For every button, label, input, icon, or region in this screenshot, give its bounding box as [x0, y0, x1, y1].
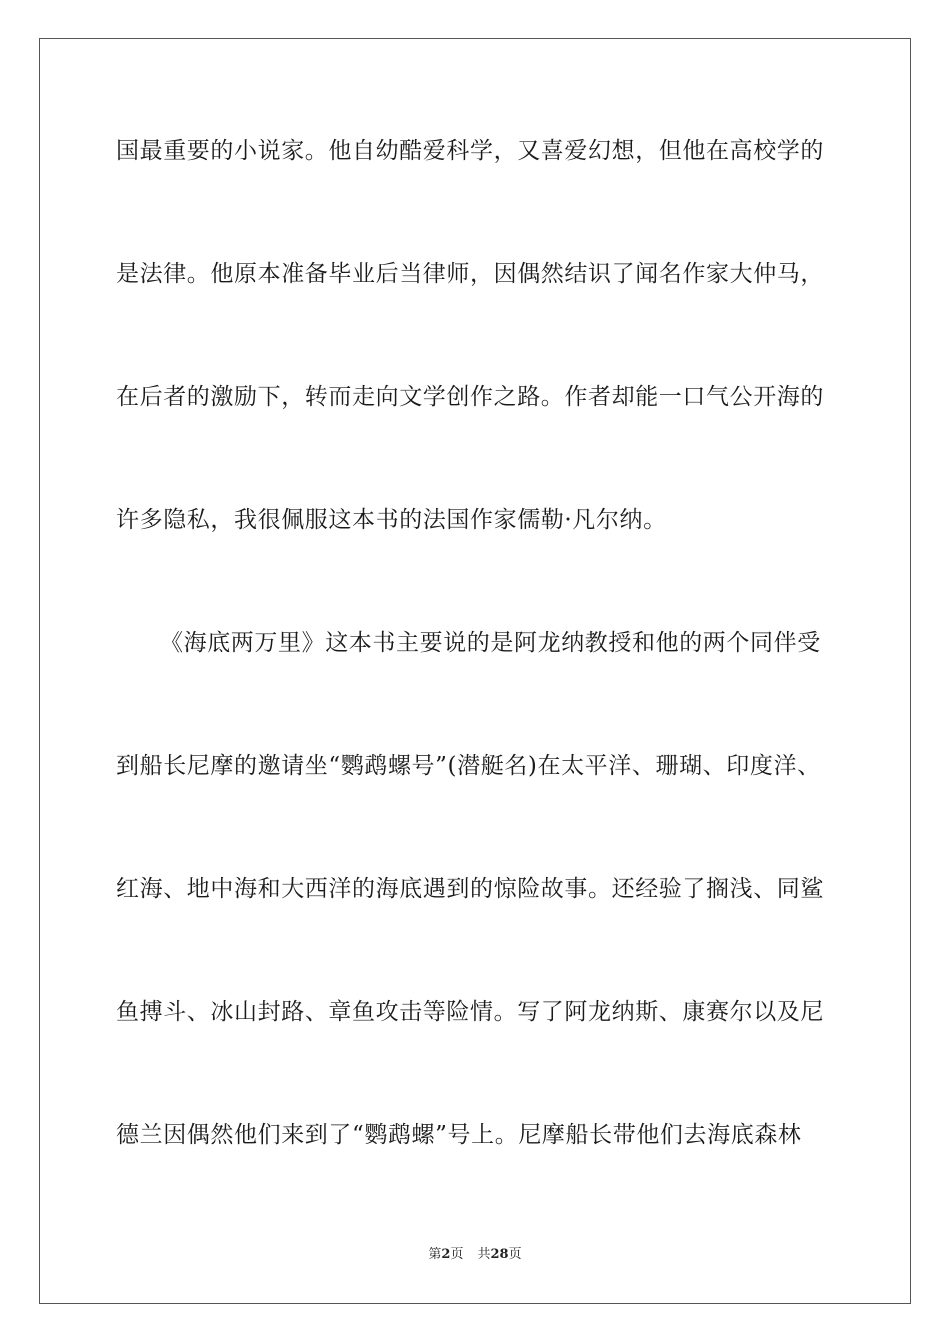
body-text-line: 到船长尼摩的邀请坐“鹦鹉螺号”(潜艇名)在太平洋、珊瑚、印度洋、 — [116, 753, 821, 779]
body-text-line: 红海、地中海和大西洋的海底遇到的惊险故事。还经验了搁浅、同鲨 — [116, 876, 824, 902]
body-text-line: 德兰因偶然他们来到了“鹦鹉螺”号上。尼摩船长带他们去海底森林 — [116, 1122, 802, 1148]
page-footer — [0, 1246, 950, 1264]
page-unit: 页 — [450, 1247, 464, 1262]
body-text-line: 在后者的激励下，转而走向文学创作之路。作者却能一口气公开海的 — [116, 384, 824, 410]
body-text-line: 是法律。他原本准备毕业后当律师，因偶然结识了闻名作家大仲马， — [116, 261, 824, 287]
page-prefix: 第 — [428, 1247, 442, 1262]
page-border — [39, 38, 911, 1304]
total-prefix: 共 — [477, 1247, 491, 1262]
body-text-line: 国最重要的小说家。他自幼酷爱科学，又喜爱幻想，但他在高校学的 — [116, 138, 824, 164]
body-text-line: 鱼搏斗、冰山封路、章鱼攻击等险情。写了阿龙纳斯、康赛尔以及尼 — [116, 999, 824, 1025]
total-page-count: 28 — [490, 1247, 509, 1262]
total-unit: 页 — [508, 1247, 522, 1262]
current-page-number: 2 — [441, 1247, 451, 1262]
body-text-line: 许多隐私，我很佩服这本书的法国作家儒勒·凡尔纳。 — [116, 507, 667, 533]
paragraph-first-line: 《海底两万里》这本书主要说的是阿龙纳教授和他的两个同伴受 — [160, 630, 821, 656]
